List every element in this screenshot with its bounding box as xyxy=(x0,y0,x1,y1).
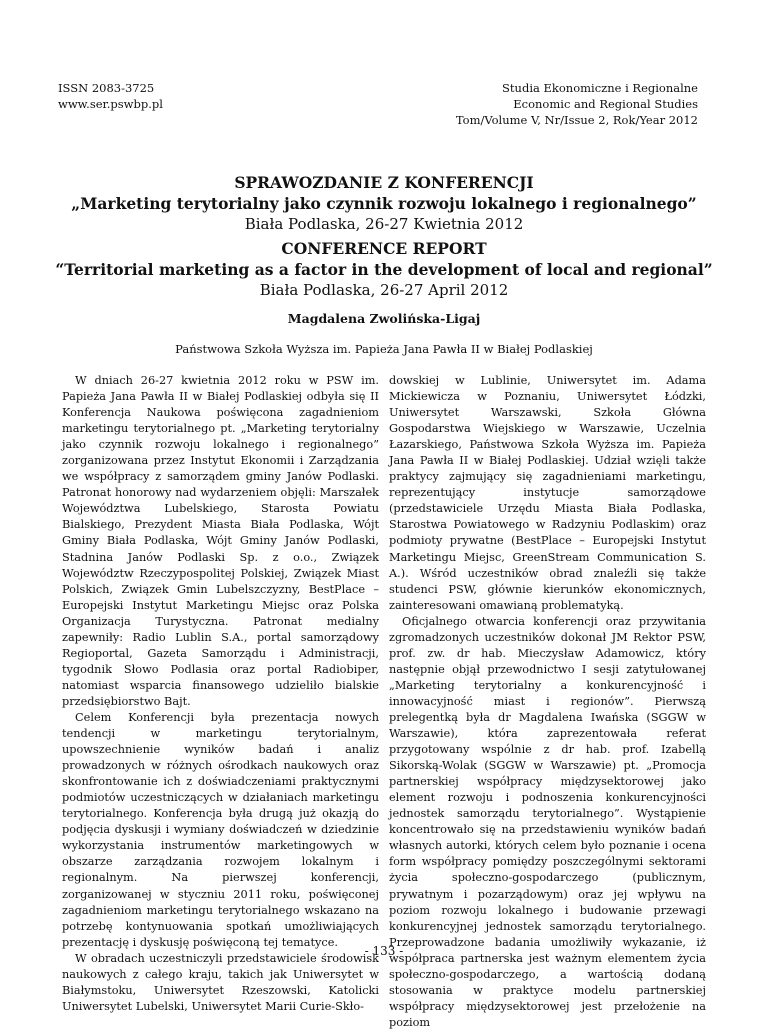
journal-name-pl: Studia Ekonomiczne i Regionalne xyxy=(502,81,698,95)
header-right xyxy=(456,80,698,128)
place-date-en: Biała Podlaska, 26-27 April 2012 xyxy=(259,281,509,299)
page-number: - 133 - xyxy=(364,944,404,958)
volume-info: Tom/Volume V, Nr/Issue 2, Rok/Year 2012 xyxy=(455,113,698,127)
author-affiliation: Państwowa Szkoła Wyższa im. Papieża Jana Pawła II w Białej Podlaskiej xyxy=(175,342,593,356)
journal-name-en: Economic and Regional Studies xyxy=(513,97,698,111)
paragraph-continued: dowskiej w Lublinie, Uniwersytet im. Adama Mickiewicza w Poznaniu, Uniwersytet Łódzki, Uniwersytet Warszawski, Szkoła Główna Gospodarstwa Wiejskiego w Warszawie, Uczelnia Łazarskiego, Państwowa Szkoła Wyższa im. Papieża Jana Pawła II w Białej Podlaskiej. Udział wzięli także praktycy zajmujący się zagadnieniami marketingu, reprezentujący instytucje samorządowe (przedstawiciele Urzędu Miasta Biała Podlaska, Starostwa Powiatowego w Radzyniu Podlaskim) oraz podmioty prywatne (BestPlace – Europejski Instytut Marketingu Miejsc, GreenStream Communication S. A.). Wśród uczestników obrad znaleźli się także studenci PSW, głównie kierunków ekonomicznych, zainteresowani omawianą problematyką. xyxy=(389,374,706,612)
paragraph: Celem Konferencji była prezentacja nowych tendencji w marketingu terytorialnym, upowszechnienie wyników badań i analiz prowadzonych w różnych ośrodkach naukowych oraz skonfrontowanie ich z doświadczeniami praktycznymi podmiotów uczestniczących w działaniach marketingu terytorialnego. Konferencja była drugą już okazją do podjęcia dyskusji i wymiany doświadczeń w dziedzinie wykorzystania instrumentów marketingowych w obszarze zarządzania rozwojem lokalnym i regionalnym. Na pierwszej konferencji, zorganizowanej w styczniu 2011 roku, poświęconej zagadnieniom marketingu terytorialnego wskazano na potrzebę kontynuowania spotkań umożliwiających prezentację i dyskusję poświęconą tej tematyce. xyxy=(62,710,379,949)
conference-name-en: “Territorial marketing as a factor in the development of local and regional” xyxy=(55,260,713,279)
place-date-pl: Biała Podlaska, 26-27 Kwietnia 2012 xyxy=(244,215,524,233)
paragraph: Oficjalnego otwarcia konferencji oraz przywitania zgromadzonych uczestników dokonał JM Rektor PSW, prof. zw. dr hab. Mieczysław Adamowicz, który następnie objął przewodnictwo I sesji zatytułowanej „Marketing terytorialny a konkurencyjność i innowacyjność miast i regionów”. Pierwszą prelegentką była dr Magdalena Iwańska (SGGW w Warszawie), która zaprezentowała referat przygotowany wspólnie z dr hab. prof. Izabellą Sikorską-Wolak (SGGW w Warszawie) pt. „Promocja partnerskiej współpracy międzysektorowej jako element rozwoju i podnoszenia konkurencyjności jednostek samorządu terytorialnego”. Wystąpienie koncentrowało się na przedstawieniu wyników badań własnych autorki, których celem było poznanie i ocena form współpracy pomiędzy poszczególnymi sektorami życia społeczno-gospodarczego (publicznym, prywatnym i pozarządowym) oraz jej wpływu na poziom rozwoju lokalnego i budowanie przewagi konkurencyjnej jednostek samorządu terytorialnego. Przeprowadzone badania umożliwiły wykazanie, iż współpraca partnerska jest ważnym elementem życia społeczno-gospodarczego, a wartością dodaną stosowania w praktyce modelu partnerskiej współpracy międzysektorowej jest przełożenie na poziom xyxy=(389,614,706,1029)
paragraph: W obradach uczestniczyli przedstawiciele środowisk naukowych z całego kraju, takich jak Uniwersytet w Białymstoku, Uniwersytet Rzeszowski, Katolicki Uniwersytet Lubelski, Uniwersytet Marii Curie-Skło- xyxy=(62,951,379,1013)
body-column-right xyxy=(389,373,706,1031)
report-kind-en: CONFERENCE REPORT xyxy=(281,239,487,258)
title-block-en xyxy=(40,238,728,300)
report-kind-pl: SPRAWOZDANIE Z KONFERENCJI xyxy=(234,173,534,192)
website: www.ser.pswbp.pl xyxy=(58,97,163,111)
issn: ISSN 2083-3725 xyxy=(58,81,155,95)
body-column-left xyxy=(62,373,379,1015)
header-left xyxy=(58,80,163,112)
author-name: Magdalena Zwolińska-Ligaj xyxy=(287,311,481,326)
title-block-pl xyxy=(40,172,728,234)
paragraph: W dniach 26-27 kwietnia 2012 roku w PSW im. Papieża Jana Pawła II w Białej Podlaskiej odbyła się II Konferencja Naukowa poświęcona zagadnieniom marketingu terytorialnego pt. „Marketing terytorialny jako czynnik rozwoju lokalnego i regionalnego” zorganizowana przez Instytut Ekonomii i Zarządzania we współpracy z samorządem gminy Janów Podlaski. Patronat honorowy nad wydarzeniem objęli: Marszałek Województwa Lubelskiego, Starosta Powiatu Bialskiego, Prezydent Miasta Biała Podlaska, Wójt Gminy Biała Podlaska, Wójt Gminy Janów Podlaski, Stadnina Janów Podlaski Sp. z o.o., Związek Województw Rzeczypospolitej Polskiej, Związek Miast Polskich, Związek Gmin Lubelszczyzny, BestPlace – Europejski Instytut Marketingu Miejsc oraz Polska Organizacja Turystyczna. Patronat medialny zapewniły: Radio Lublin S.A., portal samorządowy Regioportal, Gazeta Samorządu i Administracji, tygodnik Słowo Podlasia oraz portal Radiobiper, natomiast wsparcia finansowego udzieliło bialskie przedsiębiorstwo Bajt. xyxy=(62,374,379,708)
conference-name-pl: „Marketing terytorialny jako czynnik rozwoju lokalnego i regionalnego” xyxy=(71,194,697,213)
